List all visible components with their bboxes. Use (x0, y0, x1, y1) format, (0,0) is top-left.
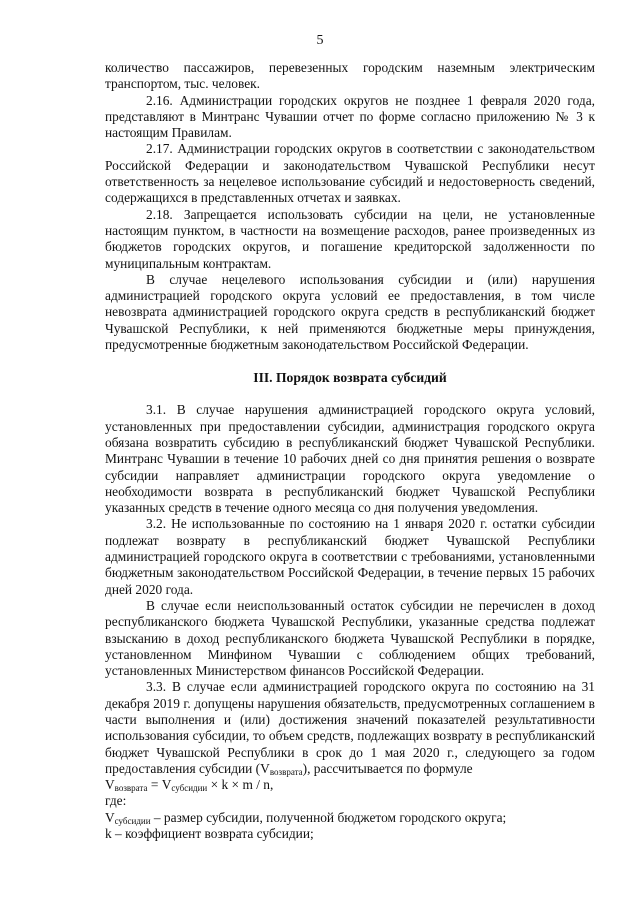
paragraph-text: ), рассчитывается по формуле (302, 760, 473, 776)
paragraph: количество пассажиров, перевезенных городским наземным электрическим транспортом, тыс. человек. (105, 60, 595, 92)
definition-text: – размер субсидии, полученной бюджетом городского округа; (150, 809, 507, 825)
formula-var: V (105, 777, 115, 793)
definition (105, 810, 595, 826)
paragraph-text: 3.3. В случае если администрацией городского округа по состоянию на 31 декабря 2019 г. допущены нарушения обязательств, предусмотренных соглашением в части выполнения и (или) достижения значений показателей результативности использования субсидии, то объем средств, подлежащих возврату в республиканский бюджет Чувашской Республики в срок до 1 мая 2020 г., следующего за годом предоставления субсидии (V (105, 679, 595, 776)
where-label: где: (105, 793, 127, 809)
section-heading: III. Порядок возврата субсидий (253, 370, 447, 386)
subscript: возврата (269, 766, 303, 777)
paragraph-3-3 (105, 679, 595, 777)
paragraph: В случае если неиспользованный остаток субсидии не перечислен в доход республиканского бюджета Чувашской Республики, указанные средства подлежат взысканию в доход республиканского бюджета Чувашской Республики в порядке, установленном Минфином Чувашии с соблюдением общих требований, установленных Министерством финансов Российской Федерации. (105, 597, 595, 679)
paragraph: В случае нецелевого использования субсидии и (или) нарушения администрацией городского округа условий ее предоставления, в том числе невозврата администрацией городского округа средств в республиканский бюджет Чувашской Республики, к ней применяются бюджетные меры принуждения, предусмотренные бюджетным законодательством Российской Федерации. (105, 271, 595, 353)
paragraph: 3.1. В случае нарушения администрацией городского округа условий, установленных при предоставлении субсидии, администрация городского округа обязана возвратить субсидию в республиканский бюджет Чувашской Республики. Минтранс Чувашии в течение 10 рабочих дней со дня принятия решения о возврате субсидии направляет администрации городского округа уведомление о необходимости возврата в республиканский бюджет Чувашской Республики указанных средств в течение одного месяца со дня получения уведомления. (105, 402, 595, 516)
document-body (105, 60, 595, 842)
paragraph: 2.16. Администрации городских округов не позднее 1 февраля 2020 года, представляют в Минтранс Чувашии отчет по форме согласно приложению № 3 к настоящим Правилам. (105, 92, 595, 141)
subscript: субсидии (171, 783, 208, 794)
formula-rest: × k × m / n, (207, 777, 274, 793)
definition: k – коэффициент возврата субсидии; (105, 826, 314, 842)
subscript: субсидии (114, 815, 151, 826)
subscript: возврата (114, 783, 148, 794)
formula-eq: = V (147, 777, 172, 793)
formula (105, 777, 595, 793)
definition-var: V (105, 809, 115, 825)
paragraph: 2.18. Запрещается использовать субсидии на цели, не установленные настоящим пунктом, в частности на возмещение расходов, ранее произведенных из бюджетов городских округов, и погашение кредиторской задолженности по муниципальным контрактам. (105, 206, 595, 271)
paragraph: 2.17. Администрации городских округов в соответствии с законодательством Российской Федерации и законодательством Чувашской Республики несут ответственность за нецелевое использование субсидий и недостоверность сведений, содержащихся в представленных отчетах и заявках. (105, 141, 595, 206)
page-number: 5 (316, 33, 324, 48)
paragraph: 3.2. Не использованные по состоянию на 1 января 2020 г. остатки субсидии подлежат возврату в республиканский бюджет Чувашской Республики администрацией городского округа в соответствии с требованиями, установленными бюджетным законодательством Российской Федерации, в течение первых 15 рабочих дней 2020 года. (105, 516, 595, 597)
